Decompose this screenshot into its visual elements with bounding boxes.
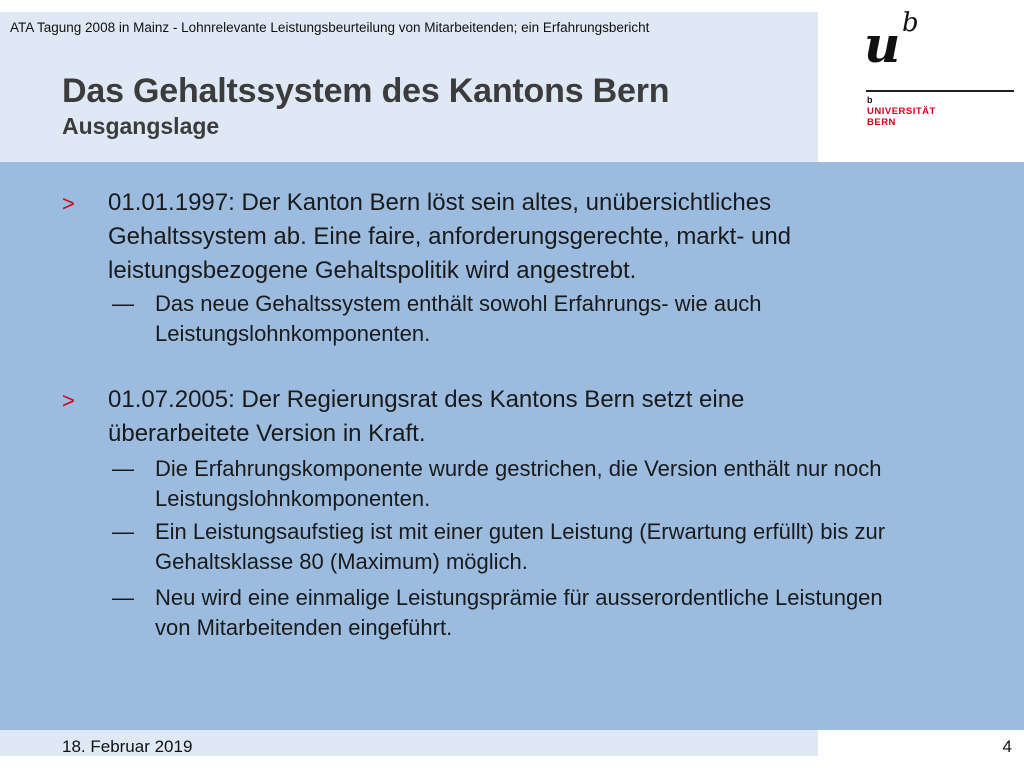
logo-line-universitaet: UNIVERSITÄT <box>867 106 936 117</box>
bullet-text: 01.01.1997: Der Kanton Bern löst sein altes, unübersichtliches Gehaltssystem ab. Eine faire, anforderungsgerechte, markt- und leistungsbezogene Gehaltspolitik wird angestrebt. <box>108 189 792 284</box>
dash-marker: — <box>112 519 134 544</box>
sub-bullet-text: Neu wird eine einmalige Leistungsprämie für ausserordentliche Leistungen von Mitarbeitenden eingeführt. <box>155 585 883 640</box>
sub-bullet-text: Die Erfahrungskomponente wurde gestrichen, die Version enthält nur noch Leistungslohnkomponenten. <box>155 456 882 511</box>
bullet-marker: > <box>62 191 75 216</box>
university-logo <box>862 10 1017 130</box>
logo-line-bern: BERN <box>867 117 896 128</box>
sub-bullet-text: Ein Leistungsaufstieg ist mit einer guten Leistung (Erwartung erfüllt) bis zur Gehaltsklasse 80 (Maximum) möglich. <box>155 519 886 574</box>
bullet-marker: > <box>62 388 75 413</box>
slide-title: Das Gehaltssystem des Kantons Bern <box>62 72 670 110</box>
header-band <box>0 12 818 162</box>
logo-small-b: b <box>867 95 873 105</box>
content-area <box>0 162 1024 730</box>
logo-wordmark <box>867 106 936 128</box>
dash-marker: — <box>112 585 134 610</box>
slide-subtitle: Ausgangslage <box>62 113 220 139</box>
logo-rule <box>866 90 1014 92</box>
footer-date: 18. Februar 2019 <box>62 737 193 756</box>
page-number: 4 <box>1002 737 1012 756</box>
dash-marker: — <box>112 456 134 481</box>
bullet-text: 01.07.2005: Der Regierungsrat des Kantons Bern setzt eine überarbeitete Version in Kraft. <box>108 386 745 447</box>
dash-marker: — <box>112 291 134 316</box>
event-line: ATA Tagung 2008 in Mainz - Lohnrelevante Leistungsbeurteilung von Mitarbeitenden; ein Erfahrungsbericht <box>10 20 650 35</box>
logo-b-letter: b <box>902 8 919 38</box>
sub-bullet-text: Das neue Gehaltssystem enthält sowohl Erfahrungs- wie auch Leistungslohnkomponenten. <box>155 291 762 346</box>
logo-u-letter: u <box>864 15 901 74</box>
